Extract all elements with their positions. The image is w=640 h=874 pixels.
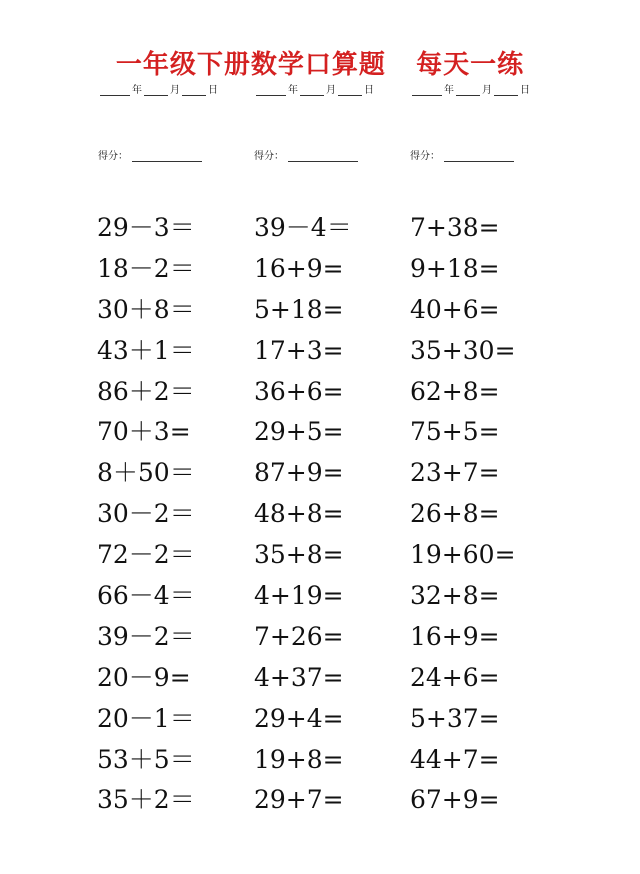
problem-item: 53＋5＝ [97, 744, 195, 774]
problem-item: 7+38= [410, 213, 500, 242]
problem-item: 30－2＝ [97, 499, 195, 529]
problem-item: 48+8= [254, 499, 344, 529]
problem-item: 8＋50＝ [97, 458, 195, 488]
problem-item: 36+6= [254, 376, 344, 406]
date-field-3 [410, 80, 530, 96]
problem-item: 62+8= [410, 376, 500, 406]
year-blank[interactable] [412, 84, 442, 96]
problem-item: 29+4= [254, 703, 344, 733]
problem-item: 72－2＝ [97, 540, 195, 570]
score-field-1 [98, 146, 202, 162]
problem-item: 23+7= [410, 458, 500, 488]
score-field-2 [254, 146, 358, 162]
problem-item: 19+60= [410, 540, 516, 570]
day-blank[interactable] [338, 84, 362, 96]
problem-item: 70＋3= [97, 417, 191, 447]
problem-item: 75+5= [410, 417, 500, 447]
problem-item: 29+7= [254, 785, 344, 815]
problem-item: 66－4＝ [97, 581, 195, 611]
problem-item: 9+18= [410, 253, 500, 283]
score-label: 得分： [254, 151, 284, 162]
problem-item: 20－1＝ [97, 703, 195, 733]
problem-item: 4+37= [254, 662, 344, 692]
score-field-3 [410, 146, 514, 162]
month-label: 月 [170, 85, 180, 96]
month-blank[interactable] [300, 84, 324, 96]
problem-item: 67+9= [410, 785, 500, 815]
score-blank[interactable] [288, 150, 358, 162]
day-label: 日 [520, 85, 530, 96]
problem-item: 32+8= [410, 581, 500, 611]
problem-item: 5+37= [410, 703, 500, 733]
score-blank[interactable] [132, 150, 202, 162]
year-label: 年 [288, 85, 298, 96]
problem-item: 19+8= [254, 744, 344, 774]
problem-item: 44+7= [410, 744, 500, 774]
year-label: 年 [444, 85, 454, 96]
problem-item: 4+19= [254, 581, 344, 611]
problem-column-3 [410, 208, 580, 821]
day-label: 日 [364, 85, 374, 96]
problem-item: 39－2＝ [97, 621, 195, 651]
problem-item: 29+5= [254, 417, 344, 447]
problem-item: 26+8= [410, 499, 500, 529]
date-field-2 [254, 80, 374, 96]
problem-item: 43＋1＝ [97, 335, 195, 365]
problem-item: 7+26= [254, 621, 344, 651]
day-blank[interactable] [494, 84, 518, 96]
problem-item: 35＋2＝ [97, 785, 195, 815]
month-label: 月 [326, 85, 336, 96]
problem-item: 35+8= [254, 540, 344, 570]
problem-item: 20－9= [97, 662, 191, 692]
day-blank[interactable] [182, 84, 206, 96]
problem-item: 16+9= [254, 253, 344, 283]
page-title: 一年级下册数学口算题 每天一练 [115, 50, 525, 80]
year-blank[interactable] [256, 84, 286, 96]
year-blank[interactable] [100, 84, 130, 96]
problem-item: 40+6= [410, 294, 500, 324]
problem-item: 16+9= [410, 621, 500, 651]
day-label: 日 [208, 85, 218, 96]
problem-item: 24+6= [410, 662, 500, 692]
year-label: 年 [132, 85, 142, 96]
problem-item: 35+30= [410, 335, 516, 365]
score-blank[interactable] [444, 150, 514, 162]
month-blank[interactable] [144, 84, 168, 96]
month-blank[interactable] [456, 84, 480, 96]
problem-item: 39－4＝ [254, 213, 352, 242]
problem-item: 30＋8＝ [97, 294, 195, 324]
problem-column-1 [97, 208, 267, 821]
problem-item: 29－3＝ [97, 213, 195, 242]
problem-item: 18－2＝ [97, 253, 195, 283]
problem-item: 5+18= [254, 294, 344, 324]
score-label: 得分： [98, 151, 128, 162]
date-field-1 [98, 80, 218, 96]
score-label: 得分： [410, 151, 440, 162]
month-label: 月 [482, 85, 492, 96]
problem-item: 17+3= [254, 335, 344, 365]
problem-item: 86＋2＝ [97, 376, 195, 406]
problem-item: 87+9= [254, 458, 344, 488]
problem-column-2 [254, 208, 424, 821]
